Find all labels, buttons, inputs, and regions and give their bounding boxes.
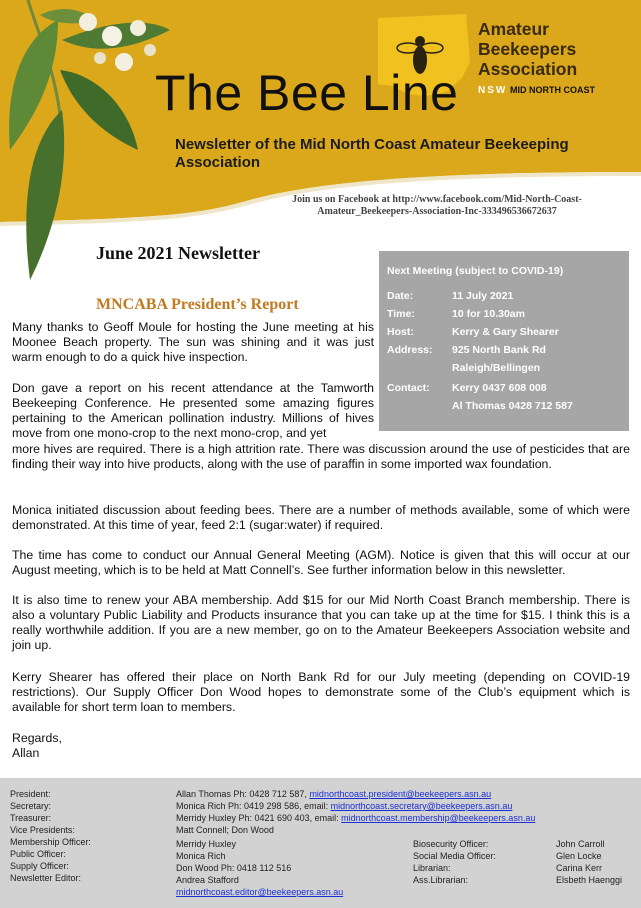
role-label: Supply Officer:: [10, 861, 69, 871]
role-label: Public Officer:: [10, 849, 66, 859]
meeting-row: [387, 397, 621, 415]
role-label: Social Media Officer:: [413, 851, 496, 861]
role-label: Ass.Librarian:: [413, 875, 469, 885]
officer-name: Carina Kerr: [556, 863, 603, 873]
officer-text: Merridy Huxley Ph: 0421 690 403, email:: [176, 813, 342, 823]
meeting-value: Raleigh/Bellingen: [452, 362, 541, 374]
role-label: Secretary:: [10, 801, 52, 811]
meeting-value: Al Thomas 0428 712 587: [452, 400, 573, 412]
facebook-link[interactable]: Join us on Facebook at http://www.facebook.com/Mid-North-Coast-Amateur_Beekeepers-Association-Inc-333496536672637: [292, 194, 582, 217]
membership-email-link[interactable]: midnorthcoast.membership@beekeepers.asn.au: [341, 813, 536, 823]
branch-label: MID NORTH COAST: [510, 85, 595, 95]
meeting-label: Address:: [387, 344, 433, 356]
meeting-label: [387, 359, 452, 377]
meeting-row: [387, 359, 621, 377]
meeting-label: Host:: [387, 326, 414, 338]
newsletter-subtitle: Newsletter of the Mid North Coast Amateur Beekeeping Association: [175, 136, 569, 171]
signoff: [12, 731, 62, 761]
meeting-row: [387, 305, 621, 323]
meeting-row: [387, 341, 621, 359]
meeting-value: Kerry 0437 608 008: [452, 382, 547, 394]
officer-entry: [176, 812, 535, 824]
meeting-label: Date:: [387, 290, 414, 302]
officer-name: Merridy Huxley: [176, 839, 237, 849]
blossom-icon: [130, 20, 146, 36]
association-name: [478, 19, 638, 79]
role-label: Biosecurity Officer:: [413, 839, 489, 849]
body-paragraph: Kerry Shearer has offered their place on North Bank Rd for our July meeting (depending on COVID-19 restrictions). Our Supply Officer Don Wood hopes to demonstrate some of the Club’s equipment which is available for short term loan to members.: [12, 670, 630, 714]
officer-name: Glen Locke: [556, 851, 602, 861]
meeting-value: 10 for 10.30am: [452, 308, 525, 320]
officer-name: Don Wood Ph: 0418 112 516: [176, 863, 292, 873]
body-paragraph: Many thanks to Geoff Moule for hosting the June meeting at his Moonee Beach property. The sun was shining and it was just warm enough to do a quick hive inspection.: [12, 320, 374, 364]
role-label: Librarian:: [413, 863, 451, 873]
meeting-label: [387, 397, 452, 415]
officer-name: Elsbeth Haenggi: [556, 875, 623, 885]
meeting-label: Contact:: [387, 382, 430, 394]
role-label: Vice Presidents:: [10, 825, 75, 835]
editor-email-link[interactable]: midnorthcoast.editor@beekeepers.asn.au: [176, 887, 344, 897]
role-list-right: [413, 838, 496, 886]
officer-text: Allan Thomas Ph: 0428 712 587,: [176, 789, 310, 799]
meeting-value: Kerry & Gary Shearer: [452, 326, 559, 338]
officer-list-lower: [176, 838, 343, 898]
newsletter-masthead-title: The Bee Line: [155, 65, 459, 121]
president-email-link[interactable]: midnorthcoast.president@beekeepers.asn.au: [309, 789, 492, 799]
meeting-value: 11 July 2021: [452, 290, 514, 302]
association-line: Amateur: [478, 19, 549, 39]
masthead: [0, 0, 641, 215]
association-line: Association: [478, 59, 578, 79]
officer-entry: [176, 824, 535, 836]
signoff-line: Regards,: [12, 731, 62, 745]
role-label: President:: [10, 789, 51, 799]
officer-text: Matt Connell; Don Wood: [176, 825, 274, 835]
meeting-row: [387, 323, 621, 341]
officer-name: Andrea Stafford: [176, 875, 239, 885]
signoff-line: Allan: [12, 746, 40, 760]
body-paragraph: Don gave a report on his recent attendance at the Tamworth Beekeeping Conference. He presented some amazing figures pertaining to the American pollination industry. Millions of hives move from one mono-crop to the next mono-crop, and yet: [12, 381, 374, 440]
role-label: Treasurer:: [10, 813, 52, 823]
role-label: Newsletter Editor:: [10, 873, 82, 883]
meeting-row: [387, 287, 621, 305]
name-list-right: [556, 838, 622, 886]
blossom-icon: [79, 13, 97, 31]
meeting-label: Time:: [387, 308, 415, 320]
officer-text: Monica Rich Ph: 0419 298 586, email:: [176, 801, 331, 811]
body-paragraph: It is also time to renew your ABA membership. Add $15 for our Mid North Coast Branch membership. There is also a voluntary Public Liability and Products insurance that you can take up at the time for $15. I think this is a really worthwhile addition. If you are a new member, go on to the Amateur Beekeepers Association website and join up.: [12, 593, 630, 652]
officer-name: John Carroll: [556, 839, 605, 849]
body-paragraph: Monica initiated discussion about feeding bees. There are a number of methods available, some of which were demonstrated. At this time of year, feed 2:1 (sugar:water) if required.: [12, 503, 630, 532]
officer-entry: [176, 788, 535, 800]
committee-footer: [0, 778, 641, 908]
body-paragraph: more hives are required. There is a high attrition rate. There was discussion around the use of pesticides that are finding their way into hive products, along with the use of paraffin in some imported wax foundation.: [12, 442, 630, 471]
newsletter-issue-title: June 2021 Newsletter: [96, 243, 260, 263]
officer-name: Monica Rich: [176, 851, 226, 861]
nsw-label: NSW: [478, 85, 508, 96]
officer-list: [176, 788, 535, 836]
next-meeting-box: [379, 251, 629, 431]
meeting-heading: Next Meeting (subject to COVID-19): [387, 265, 564, 277]
report-heading: MNCABA President’s Report: [96, 296, 299, 313]
meeting-value: 925 North Bank Rd: [452, 344, 546, 356]
blossom-icon: [102, 26, 122, 46]
secretary-email-link[interactable]: midnorthcoast.secretary@beekeepers.asn.au: [330, 801, 513, 811]
role-list: [10, 788, 91, 884]
officer-entry: [176, 800, 535, 812]
blossom-icon: [115, 53, 133, 71]
role-label: Membership Officer:: [10, 837, 91, 847]
body-paragraph: The time has come to conduct our Annual General Meeting (AGM). Notice is given that this will occur at our August meeting, which is to be held at Matt Connell’s. See further information below in this newsletter.: [12, 548, 630, 577]
association-line: Beekeepers: [478, 39, 577, 59]
meeting-row: [387, 379, 621, 397]
